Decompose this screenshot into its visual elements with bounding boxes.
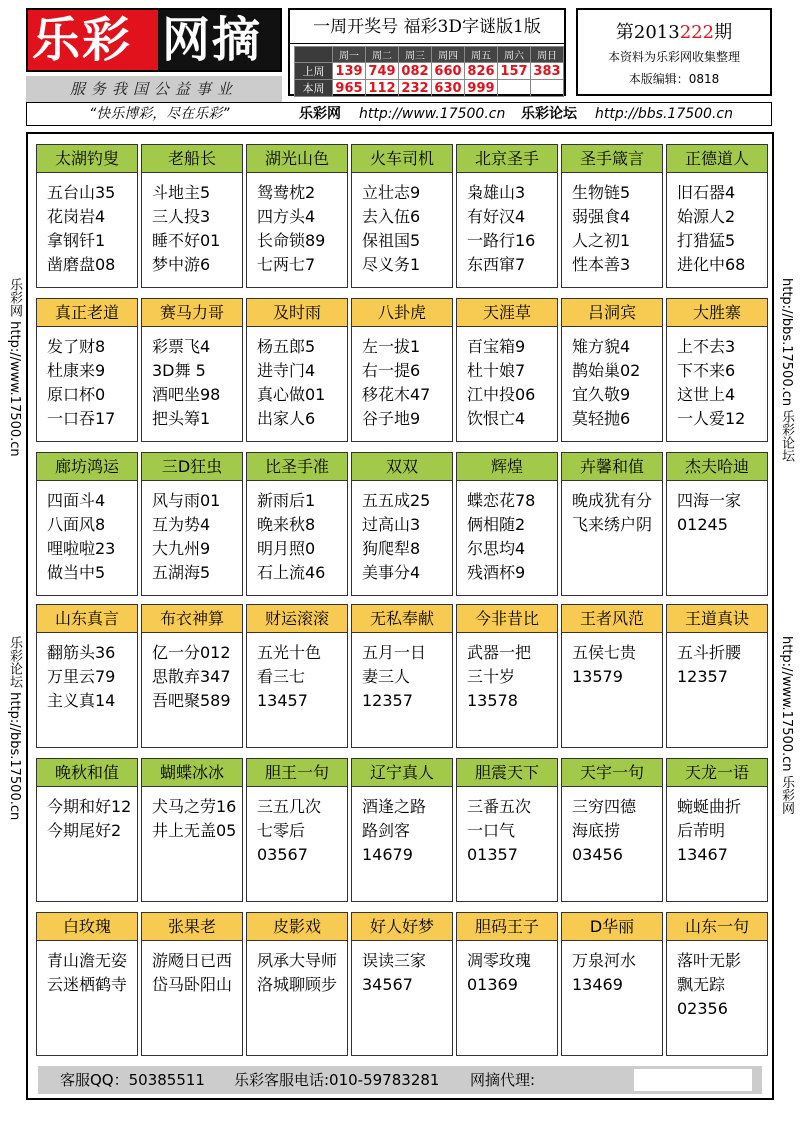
last-week-label: 上周 <box>295 63 333 80</box>
side-right-bottom: http://www.17500.cn 乐彩网 <box>779 636 794 815</box>
puzzle-cell <box>456 452 558 596</box>
logo <box>26 8 282 72</box>
day-label: 周六 <box>498 47 531 63</box>
cell-title: 廊坊鸿运 <box>37 453 137 481</box>
draw-number: 826 <box>465 63 498 80</box>
puzzle-cell <box>351 144 453 288</box>
cell-body: 杨五郎5 进寺门4 真心做01 出家人6 <box>257 337 326 428</box>
issue-suffix: 期 <box>714 22 733 43</box>
draw-number: 383 <box>531 63 564 80</box>
draw-table <box>294 46 564 97</box>
cell-body: 误读三家 34567 <box>362 951 427 994</box>
puzzle-cell <box>351 912 453 1056</box>
puzzle-cell <box>141 912 243 1056</box>
cell-title: 比圣手准 <box>247 453 347 481</box>
puzzle-cell <box>666 452 768 596</box>
draw-number: 112 <box>366 80 399 97</box>
cell-body: 鸳鸯枕2 四方头4 长命锁89 七两七7 <box>257 183 326 274</box>
cell-title: 皮影戏 <box>247 913 347 941</box>
draw-number: 660 <box>432 63 465 80</box>
draw-number: 749 <box>366 63 399 80</box>
puzzle-cell <box>141 298 243 442</box>
day-label: 周一 <box>333 47 366 63</box>
cell-title: 天龙一语 <box>667 759 767 787</box>
puzzle-cell <box>36 758 138 902</box>
cell-body: 四面斗4 八面风8 哩啦啦23 做当中5 <box>47 491 116 582</box>
puzzle-cell <box>561 298 663 442</box>
cell-title: 财运滚滚 <box>247 605 347 633</box>
cell-body: 立壮志9 去入伍6 保祖国5 尽义务1 <box>362 183 421 274</box>
cell-title: 胆码王子 <box>457 913 557 941</box>
cell-title: 王道真诀 <box>667 605 767 633</box>
cell-title: 火车司机 <box>352 145 452 173</box>
cell-title: 正德道人 <box>667 145 767 173</box>
cell-body: 晚成犹有分 飞来绣户阴 <box>572 491 653 534</box>
cell-body: 三番五次 一口气 01357 <box>467 797 532 864</box>
site-url-link[interactable]: http://www.17500.cn <box>359 106 506 122</box>
logo-block <box>26 8 282 98</box>
cell-title: 蝴蝶冰冰 <box>142 759 242 787</box>
puzzle-cell <box>141 758 243 902</box>
cell-body: 三五几次 七零后 03567 <box>257 797 322 864</box>
cell-title: 山东一句 <box>667 913 767 941</box>
cell-body: 五台山35 花岗岩4 拿钢钎1 凿磨盘08 <box>47 183 116 274</box>
issue-prefix: 第2013 <box>615 22 680 43</box>
cell-body: 斗地主5 三人投3 睡不好01 梦中游6 <box>152 183 221 274</box>
puzzle-cell <box>561 758 663 902</box>
day-header-row <box>295 47 564 63</box>
puzzle-cell <box>456 758 558 902</box>
side-left-bottom: 乐彩论坛 http://bbs.17500.cn <box>7 636 22 821</box>
cell-body: 新雨后1 晚来秋8 明月照0 石上流46 <box>257 491 326 582</box>
puzzle-cell <box>36 452 138 596</box>
day-label: 周二 <box>366 47 399 63</box>
last-week-row <box>295 63 564 80</box>
cell-body: 四海一家 01245 <box>677 491 742 534</box>
cell-title: 张果老 <box>142 913 242 941</box>
cell-title: 无私奉献 <box>352 605 452 633</box>
cell-body: 凋零玫瑰 01369 <box>467 951 532 994</box>
this-week-row <box>295 80 564 97</box>
cell-body: 酒逢之路 路剑客 14679 <box>362 797 427 864</box>
logo-text-lecai: 乐彩 <box>32 12 133 68</box>
cell-body: 旧石器4 始源人2 打猎猛5 进化中68 <box>677 183 746 274</box>
cell-body: 左一拔1 右一提6 移花木47 谷子地9 <box>362 337 431 428</box>
cell-body: 枭雄山3 有好汉4 一路行16 东西窜7 <box>467 183 536 274</box>
puzzle-cell <box>36 604 138 748</box>
puzzle-cell <box>36 144 138 288</box>
cell-body: 亿一分012 思散弃347 吾吧聚589 <box>152 643 231 710</box>
cell-title: 湖光山色 <box>247 145 347 173</box>
puzzle-cell <box>36 298 138 442</box>
footer-phone: 乐彩客服电话:010-59783281 <box>234 1071 440 1089</box>
puzzle-cell <box>36 912 138 1056</box>
puzzle-cell <box>141 452 243 596</box>
cell-title: 老船长 <box>142 145 242 173</box>
side-right-top: http://bbs.17500.cn 乐彩论坛 <box>779 278 794 463</box>
cell-title: 及时雨 <box>247 299 347 327</box>
cell-body: 百宝箱9 杜十娘7 江中投06 饮恨亡4 <box>467 337 536 428</box>
cell-title: 天宇一句 <box>562 759 662 787</box>
cell-body: 犬马之劳16 井上无盖05 <box>152 797 237 840</box>
corner-cell <box>295 47 333 63</box>
draw-number: 965 <box>333 80 366 97</box>
slogan-bar <box>26 102 772 126</box>
draw-number <box>498 80 531 97</box>
cell-title: 吕洞宾 <box>562 299 662 327</box>
puzzle-cell <box>666 912 768 1056</box>
puzzle-cell <box>246 912 348 1056</box>
cell-title: 太湖钓叟 <box>37 145 137 173</box>
draw-number: 082 <box>399 63 432 80</box>
draw-number: 999 <box>465 80 498 97</box>
puzzle-cell <box>456 912 558 1056</box>
cell-title: 好人好梦 <box>352 913 452 941</box>
issue-note: 本资料为乐彩网收集整理 <box>607 50 740 64</box>
forum-url-link[interactable]: http://bbs.17500.cn <box>595 106 733 122</box>
puzzle-cell <box>666 758 768 902</box>
cell-title: D华丽 <box>562 913 662 941</box>
cell-title: 布衣神算 <box>142 605 242 633</box>
cell-body: 五斗折腰 12357 <box>677 643 742 686</box>
cell-title: 大胜寨 <box>667 299 767 327</box>
puzzle-cell <box>666 298 768 442</box>
cell-body: 彩票飞4 3D舞 5 酒吧坐98 把头筹1 <box>152 337 221 428</box>
cell-body: 雉方貌4 鹊始巢02 宜久敬9 莫轻抛6 <box>572 337 641 428</box>
cell-body: 五五成25 过高山3 狗爬犁8 美事分4 <box>362 491 431 582</box>
puzzle-cell <box>351 298 453 442</box>
day-label: 周四 <box>432 47 465 63</box>
cell-body: 蝶恋花78 俩相随2 尔思均4 残酒杯9 <box>467 491 536 582</box>
cell-title: 圣手箴言 <box>562 145 662 173</box>
issue-panel <box>576 8 772 96</box>
cell-body: 青山澹无姿 云迷栖鹤寺 <box>47 951 128 994</box>
cell-body: 五侯七贵 13579 <box>572 643 637 686</box>
puzzle-cell <box>561 912 663 1056</box>
puzzle-cell <box>351 758 453 902</box>
footer-agent-label: 网摘代理: <box>470 1071 536 1089</box>
footer-qq: 客服QQ：50385511 <box>60 1071 205 1089</box>
cell-title: 白玫瑰 <box>37 913 137 941</box>
puzzle-cell <box>456 604 558 748</box>
cell-body: 蜿蜒曲折 后芾明 13467 <box>677 797 742 864</box>
draw-number: 157 <box>498 63 531 80</box>
draw-number: 630 <box>432 80 465 97</box>
cell-title: 三D狂虫 <box>142 453 242 481</box>
puzzle-cell <box>351 452 453 596</box>
cell-body: 游飏日已西 岱马卧阳山 <box>152 951 233 994</box>
cell-body: 三穷四德 海底捞 03456 <box>572 797 637 864</box>
cell-body: 翻筋头36 万里云79 主义真14 <box>47 643 116 710</box>
cell-title: 辽宁真人 <box>352 759 452 787</box>
cell-title: 王者风范 <box>562 605 662 633</box>
draw-title: 一周开奖号 福彩3D字谜版1版 <box>290 10 564 44</box>
draw-number <box>531 80 564 97</box>
cell-body: 落叶无影 飘无踪 02356 <box>677 951 742 1018</box>
cell-title: 卉馨和值 <box>562 453 662 481</box>
editor-line: 本版编辑：0818 <box>628 72 720 86</box>
draw-number: 139 <box>333 63 366 80</box>
this-week-label: 本周 <box>295 80 333 97</box>
cell-body: 五月一日 妻三人 12357 <box>362 643 427 710</box>
slogan-quote: “快乐博彩，尽在乐彩” <box>89 106 230 122</box>
puzzle-cell <box>141 144 243 288</box>
cell-title: 杰夫哈迪 <box>667 453 767 481</box>
puzzle-cell <box>246 604 348 748</box>
cell-title: 北京圣手 <box>457 145 557 173</box>
cell-body: 万泉河水 13469 <box>572 951 637 994</box>
puzzle-cell <box>246 144 348 288</box>
puzzle-cell <box>561 144 663 288</box>
puzzle-cell <box>246 452 348 596</box>
puzzle-cell <box>141 604 243 748</box>
puzzle-cell <box>456 298 558 442</box>
cell-title: 双双 <box>352 453 452 481</box>
issue-number: 222 <box>679 22 715 43</box>
puzzle-cell <box>561 452 663 596</box>
cell-title: 晚秋和值 <box>37 759 137 787</box>
cell-title: 胆震天下 <box>457 759 557 787</box>
cell-body: 夙承大导师 洛城聊顾步 <box>257 951 338 994</box>
cell-title: 赛马力哥 <box>142 299 242 327</box>
cell-body: 上不去3 下不来6 这世上4 一人爱12 <box>677 337 746 428</box>
footer-bar <box>38 1066 762 1094</box>
puzzle-cell <box>561 604 663 748</box>
puzzle-cell <box>666 144 768 288</box>
puzzle-cell <box>351 604 453 748</box>
cell-title: 山东真言 <box>37 605 137 633</box>
cell-title: 胆王一句 <box>247 759 347 787</box>
cell-title: 八卦虎 <box>352 299 452 327</box>
cell-title: 辉煌 <box>457 453 557 481</box>
agent-input-box <box>634 1069 752 1091</box>
main-grid <box>26 132 774 1100</box>
cell-title: 天涯草 <box>457 299 557 327</box>
puzzle-cell <box>666 604 768 748</box>
cell-body: 武器一把 三十岁 13578 <box>467 643 532 710</box>
cell-body: 今期和好12 今期尾好2 <box>47 797 132 840</box>
issue-line <box>578 18 770 44</box>
draw-number: 232 <box>399 80 432 97</box>
cell-title: 真正老道 <box>37 299 137 327</box>
puzzle-cell <box>246 758 348 902</box>
day-label: 周五 <box>465 47 498 63</box>
cell-title: 今非昔比 <box>457 605 557 633</box>
puzzle-cell <box>456 144 558 288</box>
cell-body: 发了财8 杜康来9 原口杯0 一口吞17 <box>47 337 116 428</box>
day-label: 周三 <box>399 47 432 63</box>
cell-body: 生物链5 弱强食4 人之初1 性本善3 <box>572 183 631 274</box>
forum-label: 乐彩论坛 <box>521 106 577 122</box>
logo-text-wangzhai: 网摘 <box>162 12 263 68</box>
weekly-draw-panel <box>288 8 566 96</box>
tagline: 服务我国公益事业 <box>26 76 282 102</box>
day-label: 周日 <box>531 47 564 63</box>
cell-body: 五光十色 看三七 13457 <box>257 643 322 710</box>
site-label: 乐彩网 <box>299 106 341 122</box>
side-left-top: 乐彩网 http://www.17500.cn <box>7 278 22 457</box>
puzzle-cell <box>246 298 348 442</box>
cell-body: 风与雨01 互为势4 大九州9 五湖海5 <box>152 491 221 582</box>
